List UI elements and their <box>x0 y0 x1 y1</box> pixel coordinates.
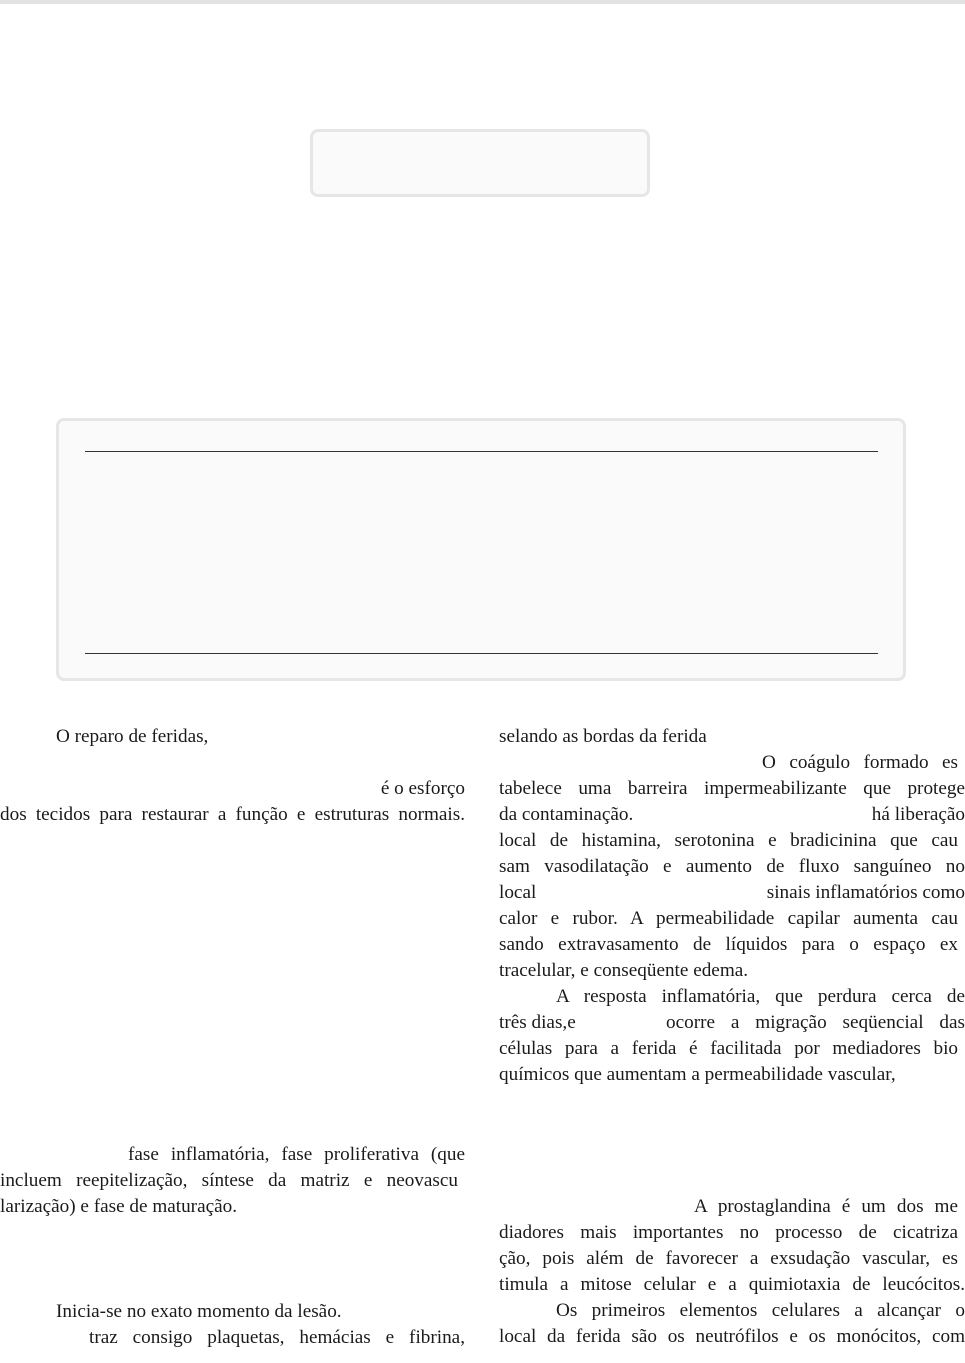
text-line: fase inflamatória, fase proliferativa (que <box>128 1144 465 1165</box>
text-line: timula a mitose celular e a quimiotaxia de leucócitos. <box>499 1274 965 1295</box>
text-line: é o esforço <box>380 778 465 799</box>
text-line: ção, pois além de favorecer a exsudação vascular, es <box>499 1248 958 1269</box>
text-line: Os primeiros elementos celulares a alcançar o <box>556 1300 965 1321</box>
text-line: traz consigo plaquetas, hemácias e fibrina, <box>89 1327 465 1348</box>
text-line: larização) e fase de maturação. <box>0 1196 238 1217</box>
page-top-rule <box>0 0 965 4</box>
abstract-box <box>56 418 906 681</box>
text-line: dos tecidos para restaurar a função e estruturas normais. <box>0 804 465 825</box>
text-line: sando extravasamento de líquidos para o espaço ex <box>499 934 958 955</box>
text-line: Inicia-se no exato momento da lesão. <box>56 1301 342 1322</box>
abstract-top-rule <box>85 451 878 452</box>
text-line: selando as bordas da ferida <box>499 726 707 747</box>
text-line: da contaminação. <box>499 804 634 825</box>
text-line: sinais inflamatórios como <box>766 882 965 903</box>
text-line: há liberação <box>871 804 965 825</box>
text-line: local da ferida são os neutrófilos e os monócitos, com <box>499 1326 965 1347</box>
text-line: A prostaglandina é um dos me <box>694 1196 958 1217</box>
text-line: local <box>499 882 537 903</box>
text-line: químicos que aumentam a permeabilidade vascular, <box>499 1064 896 1085</box>
text-line: três dias,e <box>499 1012 576 1033</box>
text-line: local de histamina, serotonina e bradicinina que cau <box>499 830 958 851</box>
text-line: tabelece uma barreira impermeabilizante que protege <box>499 778 965 799</box>
text-line: O reparo de feridas, <box>56 726 209 747</box>
text-line: diadores mais importantes no processo de cicatriza <box>499 1222 958 1243</box>
abstract-bottom-rule <box>85 653 878 654</box>
text-line: tracelular, e conseqüente edema. <box>499 960 749 981</box>
text-line: células para a ferida é facilitada por mediadores bio <box>499 1038 958 1059</box>
text-line: A resposta inflamatória, que perdura cerca de <box>556 986 965 1007</box>
text-line: ocorre a migração seqüencial das <box>666 1012 965 1033</box>
text-line: sam vasodilatação e aumento de fluxo sanguíneo no <box>499 856 965 877</box>
text-line: O coágulo formado es <box>762 752 958 773</box>
text-line: calor e rubor. A permeabilidade capilar aumenta cau <box>499 908 958 929</box>
title-box <box>310 129 650 197</box>
text-line: incluem reepitelização, síntese da matriz e neovascu <box>0 1170 458 1191</box>
